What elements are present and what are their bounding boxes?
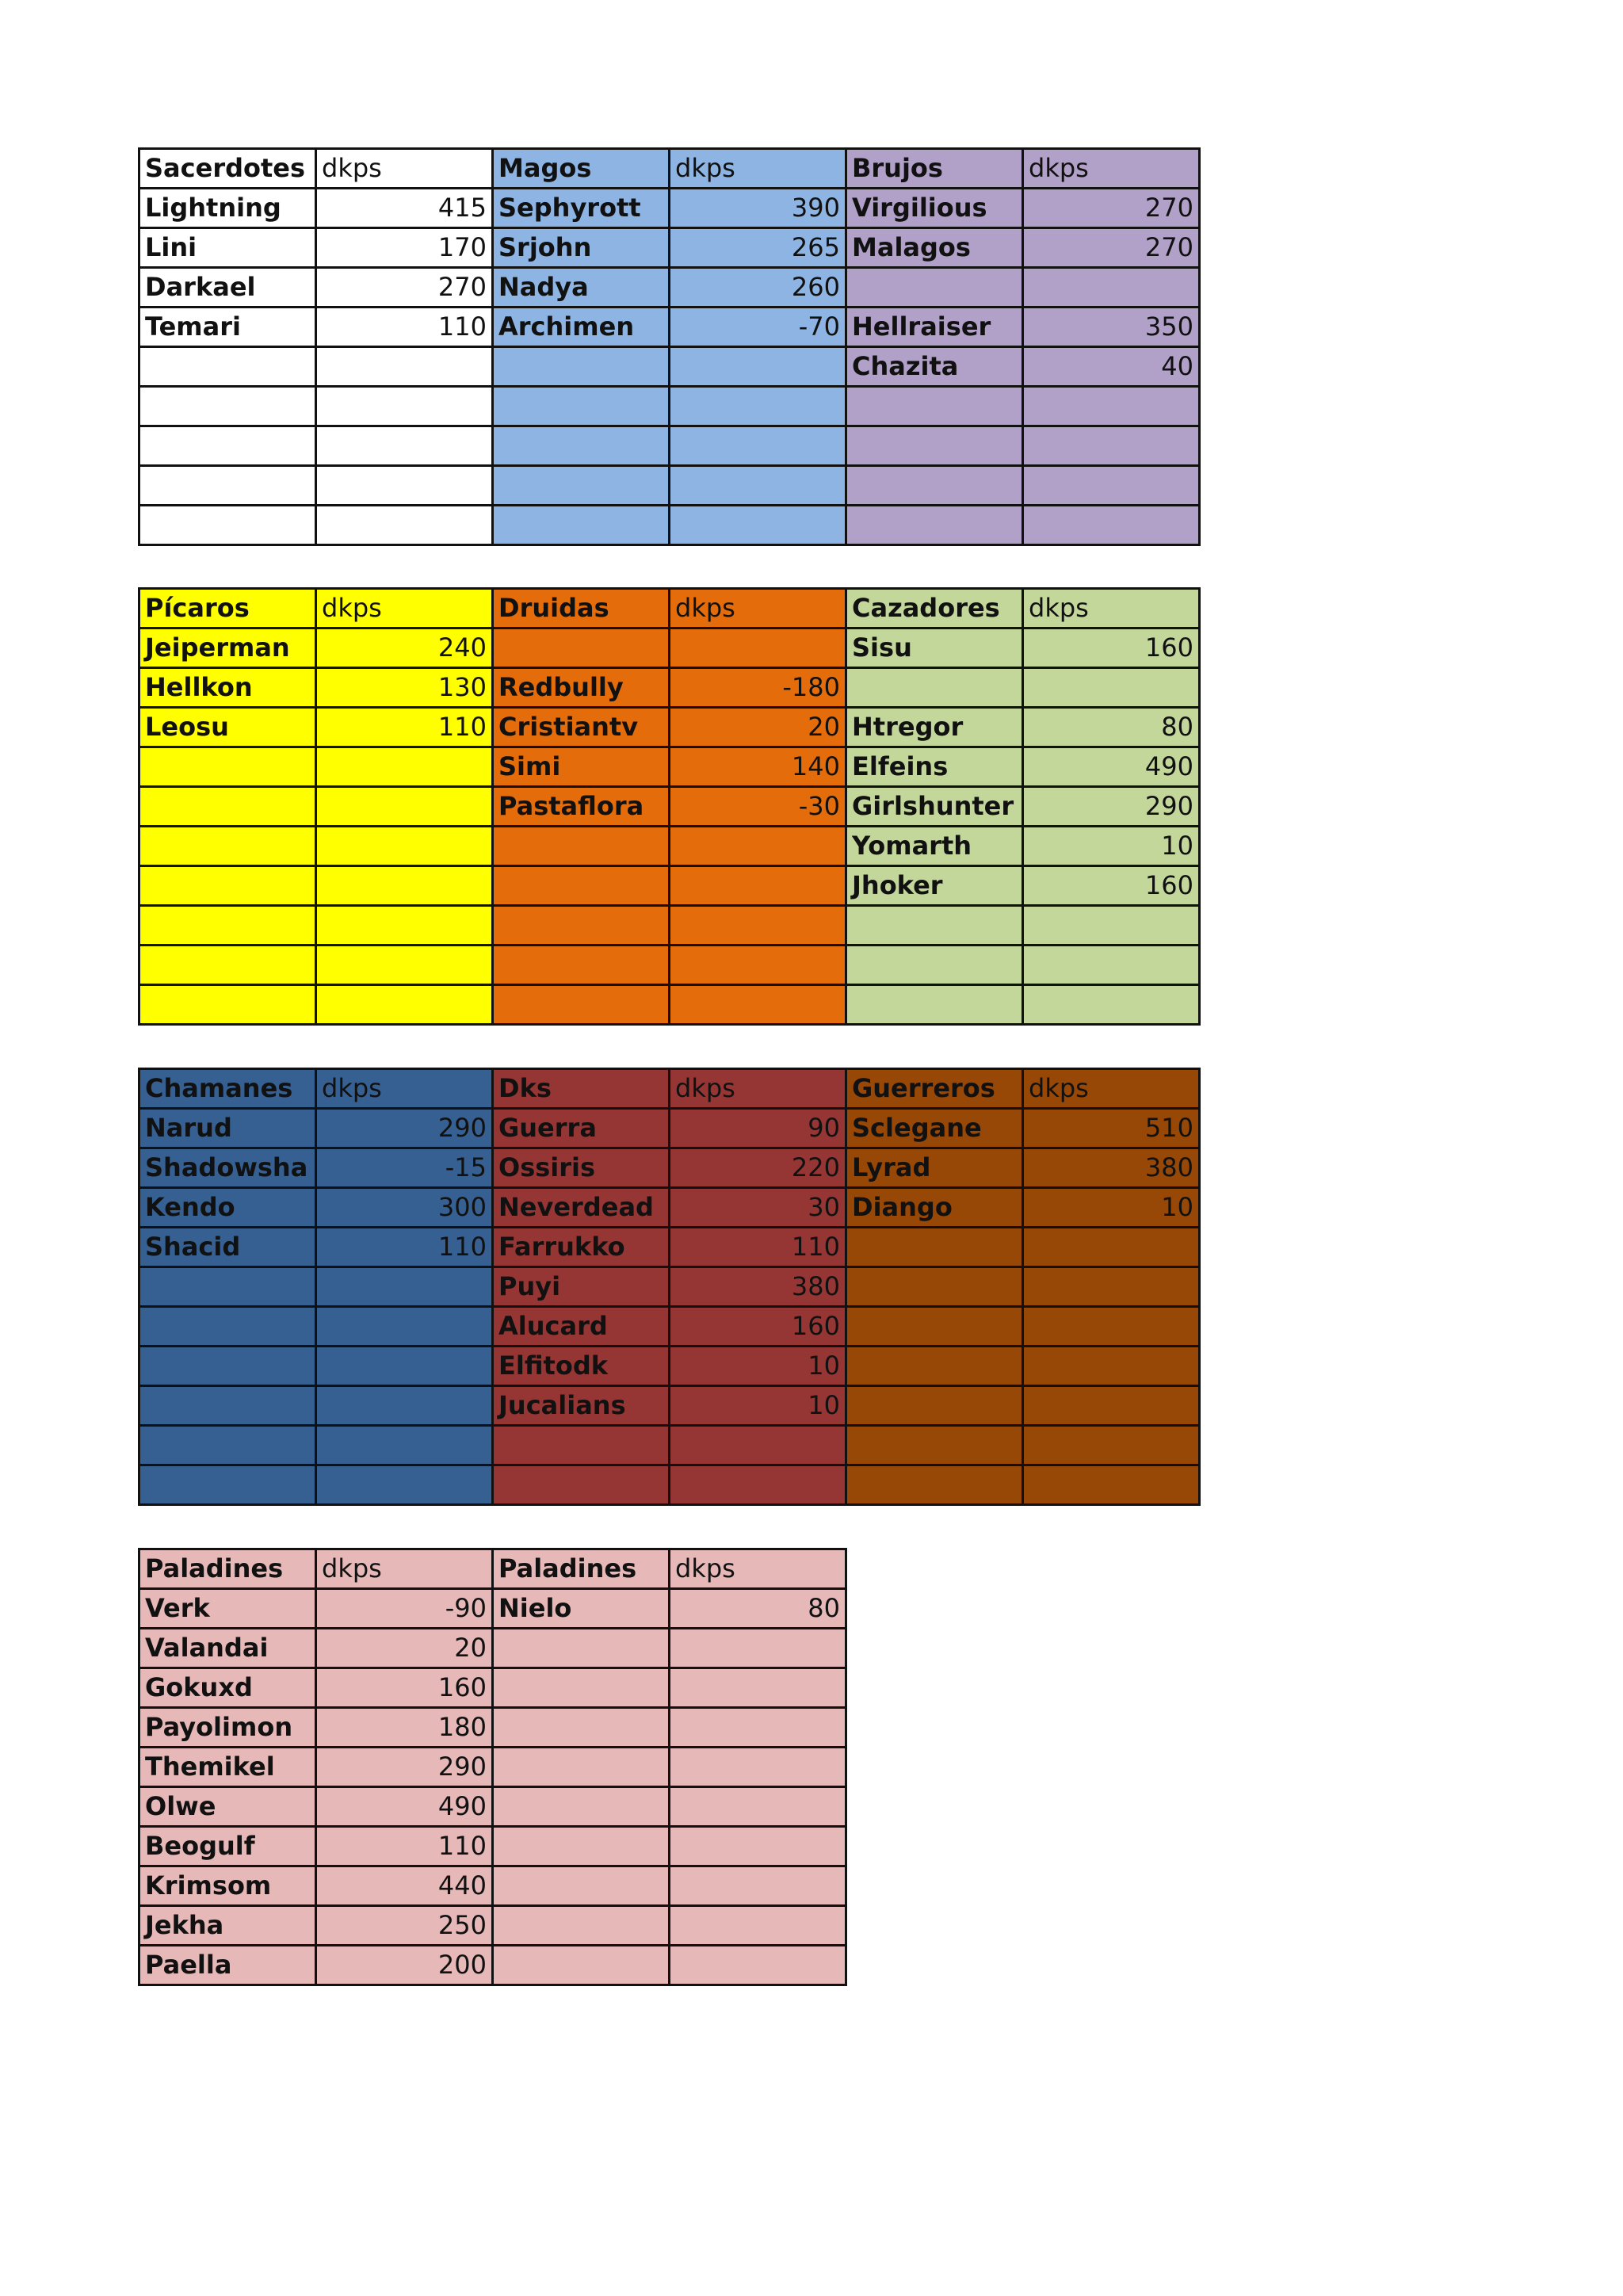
dkp-value-cell[interactable] <box>317 1268 494 1308</box>
points-header-cell[interactable]: dkps <box>670 1070 847 1110</box>
dkp-value-cell[interactable]: 270 <box>1024 189 1201 229</box>
dkp-value-cell[interactable]: 10 <box>670 1347 847 1387</box>
dkp-value-cell[interactable] <box>670 427 847 467</box>
player-name-cell[interactable] <box>140 1466 317 1506</box>
player-name-cell[interactable]: Paella <box>140 1946 317 1986</box>
player-name-cell[interactable] <box>494 986 670 1026</box>
dkp-value-cell[interactable] <box>317 946 494 986</box>
dkp-value-cell[interactable] <box>670 388 847 427</box>
player-name-cell[interactable]: Farrukko <box>494 1228 670 1268</box>
points-header-cell[interactable]: dkps <box>670 150 847 189</box>
player-name-cell[interactable] <box>494 1828 670 1867</box>
player-name-cell[interactable]: Jucalians <box>494 1387 670 1427</box>
player-name-cell[interactable] <box>494 1466 670 1506</box>
player-name-cell[interactable] <box>847 1466 1024 1506</box>
player-name-cell[interactable] <box>140 986 317 1026</box>
dkp-value-cell[interactable] <box>670 827 847 867</box>
dkp-value-cell[interactable] <box>317 348 494 388</box>
player-name-cell[interactable] <box>847 1268 1024 1308</box>
player-name-cell[interactable] <box>847 427 1024 467</box>
class-header-cell[interactable]: Magos <box>494 150 670 189</box>
dkp-value-cell[interactable]: 110 <box>317 709 494 748</box>
dkp-value-cell[interactable]: 290 <box>317 1748 494 1788</box>
points-header-cell[interactable]: dkps <box>670 1550 847 1590</box>
dkp-value-cell[interactable]: 10 <box>1024 827 1201 867</box>
player-name-cell[interactable] <box>494 1867 670 1907</box>
dkp-value-cell[interactable] <box>317 1466 494 1506</box>
player-name-cell[interactable]: Nielo <box>494 1590 670 1629</box>
dkp-value-cell[interactable] <box>317 467 494 506</box>
player-name-cell[interactable]: Valandai <box>140 1629 317 1669</box>
dkp-value-cell[interactable]: 380 <box>1024 1149 1201 1189</box>
player-name-cell[interactable] <box>140 788 317 827</box>
player-name-cell[interactable]: Olwe <box>140 1788 317 1828</box>
player-name-cell[interactable]: Narud <box>140 1110 317 1149</box>
dkp-value-cell[interactable]: 20 <box>317 1629 494 1669</box>
dkp-value-cell[interactable]: 260 <box>670 269 847 308</box>
player-name-cell[interactable] <box>847 269 1024 308</box>
dkp-value-cell[interactable]: 290 <box>1024 788 1201 827</box>
dkp-value-cell[interactable] <box>670 1748 847 1788</box>
dkp-value-cell[interactable]: 490 <box>317 1788 494 1828</box>
points-header-cell[interactable]: dkps <box>317 150 494 189</box>
dkp-value-cell[interactable]: -30 <box>670 788 847 827</box>
dkp-value-cell[interactable] <box>1024 907 1201 946</box>
dkp-value-cell[interactable]: 160 <box>1024 629 1201 669</box>
dkp-value-cell[interactable] <box>1024 269 1201 308</box>
dkp-value-cell[interactable] <box>317 1387 494 1427</box>
player-name-cell[interactable] <box>140 348 317 388</box>
dkp-value-cell[interactable]: 160 <box>670 1308 847 1347</box>
player-name-cell[interactable] <box>847 907 1024 946</box>
player-name-cell[interactable] <box>140 1387 317 1427</box>
player-name-cell[interactable] <box>140 467 317 506</box>
class-table-block <box>138 1068 1201 1506</box>
dkp-value-cell[interactable]: 10 <box>670 1387 847 1427</box>
class-header-cell[interactable]: Brujos <box>847 150 1024 189</box>
player-name-cell[interactable] <box>494 1709 670 1748</box>
dkp-value-cell[interactable] <box>1024 986 1201 1026</box>
player-name-cell[interactable]: Ossiris <box>494 1149 670 1189</box>
dkp-value-cell[interactable]: 160 <box>317 1669 494 1709</box>
dkp-value-cell[interactable]: 270 <box>1024 229 1201 269</box>
dkp-value-cell[interactable] <box>1024 1466 1201 1506</box>
dkp-value-cell[interactable]: 170 <box>317 229 494 269</box>
dkp-value-cell[interactable] <box>670 1427 847 1466</box>
player-name-cell[interactable]: Lyrad <box>847 1149 1024 1189</box>
player-name-cell[interactable] <box>494 467 670 506</box>
dkp-value-cell[interactable]: 510 <box>1024 1110 1201 1149</box>
dkp-value-cell[interactable]: -90 <box>317 1590 494 1629</box>
player-name-cell[interactable] <box>494 1669 670 1709</box>
dkp-value-cell[interactable]: 110 <box>317 308 494 348</box>
dkp-value-cell[interactable]: 290 <box>317 1110 494 1149</box>
dkp-value-cell[interactable]: 350 <box>1024 308 1201 348</box>
dkp-value-cell[interactable]: 180 <box>317 1709 494 1748</box>
player-name-cell[interactable]: Sisu <box>847 629 1024 669</box>
dkp-value-cell[interactable] <box>670 1946 847 1986</box>
dkp-value-cell[interactable] <box>670 986 847 1026</box>
dkp-value-cell[interactable] <box>317 1308 494 1347</box>
dkp-value-cell[interactable] <box>670 867 847 907</box>
player-name-cell[interactable] <box>847 1427 1024 1466</box>
dkp-value-cell[interactable]: 130 <box>317 669 494 709</box>
player-name-cell[interactable]: Puyi <box>494 1268 670 1308</box>
dkp-value-cell[interactable]: 40 <box>1024 348 1201 388</box>
player-name-cell[interactable] <box>494 827 670 867</box>
player-name-cell[interactable]: Hellkon <box>140 669 317 709</box>
player-name-cell[interactable] <box>494 629 670 669</box>
class-header-cell[interactable]: Paladines <box>140 1550 317 1590</box>
player-name-cell[interactable]: Kendo <box>140 1189 317 1228</box>
dkp-value-cell[interactable]: 20 <box>670 709 847 748</box>
player-name-cell[interactable]: Htregor <box>847 709 1024 748</box>
class-table-block <box>138 1548 847 1986</box>
player-name-cell[interactable] <box>140 1347 317 1387</box>
player-name-cell[interactable] <box>494 867 670 907</box>
player-name-cell[interactable]: Jhoker <box>847 867 1024 907</box>
player-name-cell[interactable]: Pastaflora <box>494 788 670 827</box>
dkp-value-cell[interactable] <box>670 1788 847 1828</box>
player-name-cell[interactable] <box>494 1946 670 1986</box>
points-header-cell[interactable]: dkps <box>317 590 494 629</box>
dkp-value-cell[interactable] <box>1024 427 1201 467</box>
dkp-value-cell[interactable] <box>317 1427 494 1466</box>
dkp-value-cell[interactable]: -70 <box>670 308 847 348</box>
player-name-cell[interactable] <box>847 669 1024 709</box>
player-name-cell[interactable] <box>847 388 1024 427</box>
dkp-value-cell[interactable]: 80 <box>670 1590 847 1629</box>
player-name-cell[interactable] <box>140 1427 317 1466</box>
player-name-cell[interactable] <box>140 867 317 907</box>
dkp-value-cell[interactable]: -180 <box>670 669 847 709</box>
player-name-cell[interactable]: Yomarth <box>847 827 1024 867</box>
player-name-cell[interactable]: Shacid <box>140 1228 317 1268</box>
dkp-value-cell[interactable] <box>317 907 494 946</box>
player-name-cell[interactable]: Darkael <box>140 269 317 308</box>
dkp-value-cell[interactable]: 110 <box>317 1228 494 1268</box>
player-name-cell[interactable] <box>847 946 1024 986</box>
dkp-value-cell[interactable] <box>670 946 847 986</box>
dkp-value-cell[interactable] <box>1024 1308 1201 1347</box>
player-name-cell[interactable] <box>140 748 317 788</box>
dkp-value-cell[interactable] <box>670 467 847 506</box>
player-name-cell[interactable] <box>140 907 317 946</box>
dkp-value-cell[interactable]: 300 <box>317 1189 494 1228</box>
player-name-cell[interactable]: Virgilious <box>847 189 1024 229</box>
dkp-value-cell[interactable] <box>1024 506 1201 546</box>
class-header-cell[interactable]: Guerreros <box>847 1070 1024 1110</box>
dkp-value-cell[interactable] <box>670 1828 847 1867</box>
player-name-cell[interactable]: Lini <box>140 229 317 269</box>
player-name-cell[interactable]: Elfitodk <box>494 1347 670 1387</box>
dkp-value-cell[interactable]: 200 <box>317 1946 494 1986</box>
dkp-value-cell[interactable] <box>317 388 494 427</box>
dkp-value-cell[interactable] <box>317 867 494 907</box>
player-name-cell[interactable] <box>847 506 1024 546</box>
dkp-value-cell[interactable]: 30 <box>670 1189 847 1228</box>
dkp-value-cell[interactable]: 240 <box>317 629 494 669</box>
dkp-value-cell[interactable] <box>670 506 847 546</box>
dkp-value-cell[interactable] <box>670 1867 847 1907</box>
dkp-value-cell[interactable] <box>1024 467 1201 506</box>
dkp-value-cell[interactable]: 160 <box>1024 867 1201 907</box>
player-name-cell[interactable] <box>140 388 317 427</box>
dkp-value-cell[interactable] <box>670 629 847 669</box>
player-name-cell[interactable] <box>494 388 670 427</box>
player-name-cell[interactable] <box>847 1387 1024 1427</box>
player-name-cell[interactable] <box>494 348 670 388</box>
dkp-value-cell[interactable] <box>1024 1427 1201 1466</box>
dkp-value-cell[interactable] <box>670 348 847 388</box>
points-header-cell[interactable]: dkps <box>1024 150 1201 189</box>
dkp-value-cell[interactable]: 265 <box>670 229 847 269</box>
dkp-value-cell[interactable] <box>317 506 494 546</box>
dkp-value-cell[interactable] <box>670 1907 847 1946</box>
player-name-cell[interactable]: Alucard <box>494 1308 670 1347</box>
dkp-value-cell[interactable]: 220 <box>670 1149 847 1189</box>
points-header-cell[interactable]: dkps <box>317 1550 494 1590</box>
player-name-cell[interactable]: Neverdead <box>494 1189 670 1228</box>
player-name-cell[interactable]: Cristiantv <box>494 709 670 748</box>
dkp-value-cell[interactable] <box>670 1629 847 1669</box>
player-name-cell[interactable]: Sephyrott <box>494 189 670 229</box>
player-name-cell[interactable]: Beogulf <box>140 1828 317 1867</box>
dkp-value-cell[interactable] <box>1024 946 1201 986</box>
player-name-cell[interactable] <box>494 907 670 946</box>
dkp-value-cell[interactable] <box>670 907 847 946</box>
player-name-cell[interactable] <box>847 1228 1024 1268</box>
points-header-cell[interactable]: dkps <box>317 1070 494 1110</box>
player-name-cell[interactable]: Redbully <box>494 669 670 709</box>
player-name-cell[interactable] <box>494 946 670 986</box>
player-name-cell[interactable] <box>140 827 317 867</box>
player-name-cell[interactable]: Hellraiser <box>847 308 1024 348</box>
player-name-cell[interactable]: Lightning <box>140 189 317 229</box>
player-name-cell[interactable]: Srjohn <box>494 229 670 269</box>
player-name-cell[interactable]: Gokuxd <box>140 1669 317 1709</box>
player-name-cell[interactable] <box>847 467 1024 506</box>
player-name-cell[interactable]: Diango <box>847 1189 1024 1228</box>
dkp-value-cell[interactable] <box>317 788 494 827</box>
points-header-cell[interactable]: dkps <box>1024 590 1201 629</box>
player-name-cell[interactable] <box>847 1308 1024 1347</box>
player-name-cell[interactable]: Guerra <box>494 1110 670 1149</box>
player-name-cell[interactable]: Simi <box>494 748 670 788</box>
player-name-cell[interactable]: Elfeins <box>847 748 1024 788</box>
player-name-cell[interactable]: Malagos <box>847 229 1024 269</box>
dkp-value-cell[interactable] <box>670 1466 847 1506</box>
player-name-cell[interactable]: Girlshunter <box>847 788 1024 827</box>
dkp-value-cell[interactable]: 110 <box>317 1828 494 1867</box>
dkp-value-cell[interactable]: 380 <box>670 1268 847 1308</box>
dkp-value-cell[interactable]: 390 <box>670 189 847 229</box>
player-name-cell[interactable]: Temari <box>140 308 317 348</box>
player-name-cell[interactable] <box>494 506 670 546</box>
points-header-cell[interactable]: dkps <box>670 590 847 629</box>
dkp-value-cell[interactable]: 415 <box>317 189 494 229</box>
dkp-value-cell[interactable]: 440 <box>317 1867 494 1907</box>
player-name-cell[interactable] <box>140 946 317 986</box>
dkp-value-cell[interactable] <box>317 748 494 788</box>
dkp-value-cell[interactable] <box>317 827 494 867</box>
player-name-cell[interactable] <box>494 427 670 467</box>
player-name-cell[interactable]: Archimen <box>494 308 670 348</box>
player-name-cell[interactable]: Payolimon <box>140 1709 317 1748</box>
player-name-cell[interactable] <box>494 1748 670 1788</box>
class-header-cell[interactable]: Chamanes <box>140 1070 317 1110</box>
dkp-value-cell[interactable] <box>1024 1387 1201 1427</box>
dkp-value-cell[interactable]: -15 <box>317 1149 494 1189</box>
dkp-value-cell[interactable] <box>317 427 494 467</box>
player-name-cell[interactable] <box>494 1629 670 1669</box>
class-header-cell[interactable]: Cazadores <box>847 590 1024 629</box>
player-name-cell[interactable] <box>140 1268 317 1308</box>
class-table-block <box>138 587 1201 1026</box>
player-name-cell[interactable] <box>494 1907 670 1946</box>
class-header-cell[interactable]: Dks <box>494 1070 670 1110</box>
class-header-cell[interactable]: Paladines <box>494 1550 670 1590</box>
player-name-cell[interactable] <box>494 1427 670 1466</box>
dkp-value-cell[interactable] <box>1024 1347 1201 1387</box>
dkp-value-cell[interactable] <box>1024 669 1201 709</box>
class-header-cell[interactable]: Sacerdotes <box>140 150 317 189</box>
player-name-cell[interactable]: Sclegane <box>847 1110 1024 1149</box>
dkp-value-cell[interactable] <box>670 1669 847 1709</box>
dkp-value-cell[interactable] <box>317 986 494 1026</box>
dkp-value-cell[interactable] <box>1024 1268 1201 1308</box>
dkp-value-cell[interactable]: 250 <box>317 1907 494 1946</box>
player-name-cell[interactable] <box>847 986 1024 1026</box>
player-name-cell[interactable]: Nadya <box>494 269 670 308</box>
class-header-cell[interactable]: Druidas <box>494 590 670 629</box>
player-name-cell[interactable]: Verk <box>140 1590 317 1629</box>
player-name-cell[interactable] <box>140 1308 317 1347</box>
dkp-value-cell[interactable] <box>1024 388 1201 427</box>
player-name-cell[interactable]: Jeiperman <box>140 629 317 669</box>
dkp-value-cell[interactable]: 490 <box>1024 748 1201 788</box>
dkp-value-cell[interactable]: 80 <box>1024 709 1201 748</box>
player-name-cell[interactable]: Shadowsha <box>140 1149 317 1189</box>
dkp-value-cell[interactable]: 140 <box>670 748 847 788</box>
class-table-block <box>138 147 1201 546</box>
player-name-cell[interactable] <box>140 427 317 467</box>
dkp-value-cell[interactable] <box>317 1347 494 1387</box>
dkp-value-cell[interactable]: 10 <box>1024 1189 1201 1228</box>
dkp-value-cell[interactable]: 270 <box>317 269 494 308</box>
dkp-value-cell[interactable] <box>670 1709 847 1748</box>
player-name-cell[interactable]: Chazita <box>847 348 1024 388</box>
player-name-cell[interactable]: Themikel <box>140 1748 317 1788</box>
player-name-cell[interactable]: Jekha <box>140 1907 317 1946</box>
points-header-cell[interactable]: dkps <box>1024 1070 1201 1110</box>
player-name-cell[interactable] <box>847 1347 1024 1387</box>
class-header-cell[interactable]: Pícaros <box>140 590 317 629</box>
dkp-value-cell[interactable] <box>1024 1228 1201 1268</box>
player-name-cell[interactable]: Leosu <box>140 709 317 748</box>
dkp-value-cell[interactable]: 110 <box>670 1228 847 1268</box>
dkp-value-cell[interactable]: 90 <box>670 1110 847 1149</box>
player-name-cell[interactable]: Krimsom <box>140 1867 317 1907</box>
player-name-cell[interactable] <box>494 1788 670 1828</box>
player-name-cell[interactable] <box>140 506 317 546</box>
